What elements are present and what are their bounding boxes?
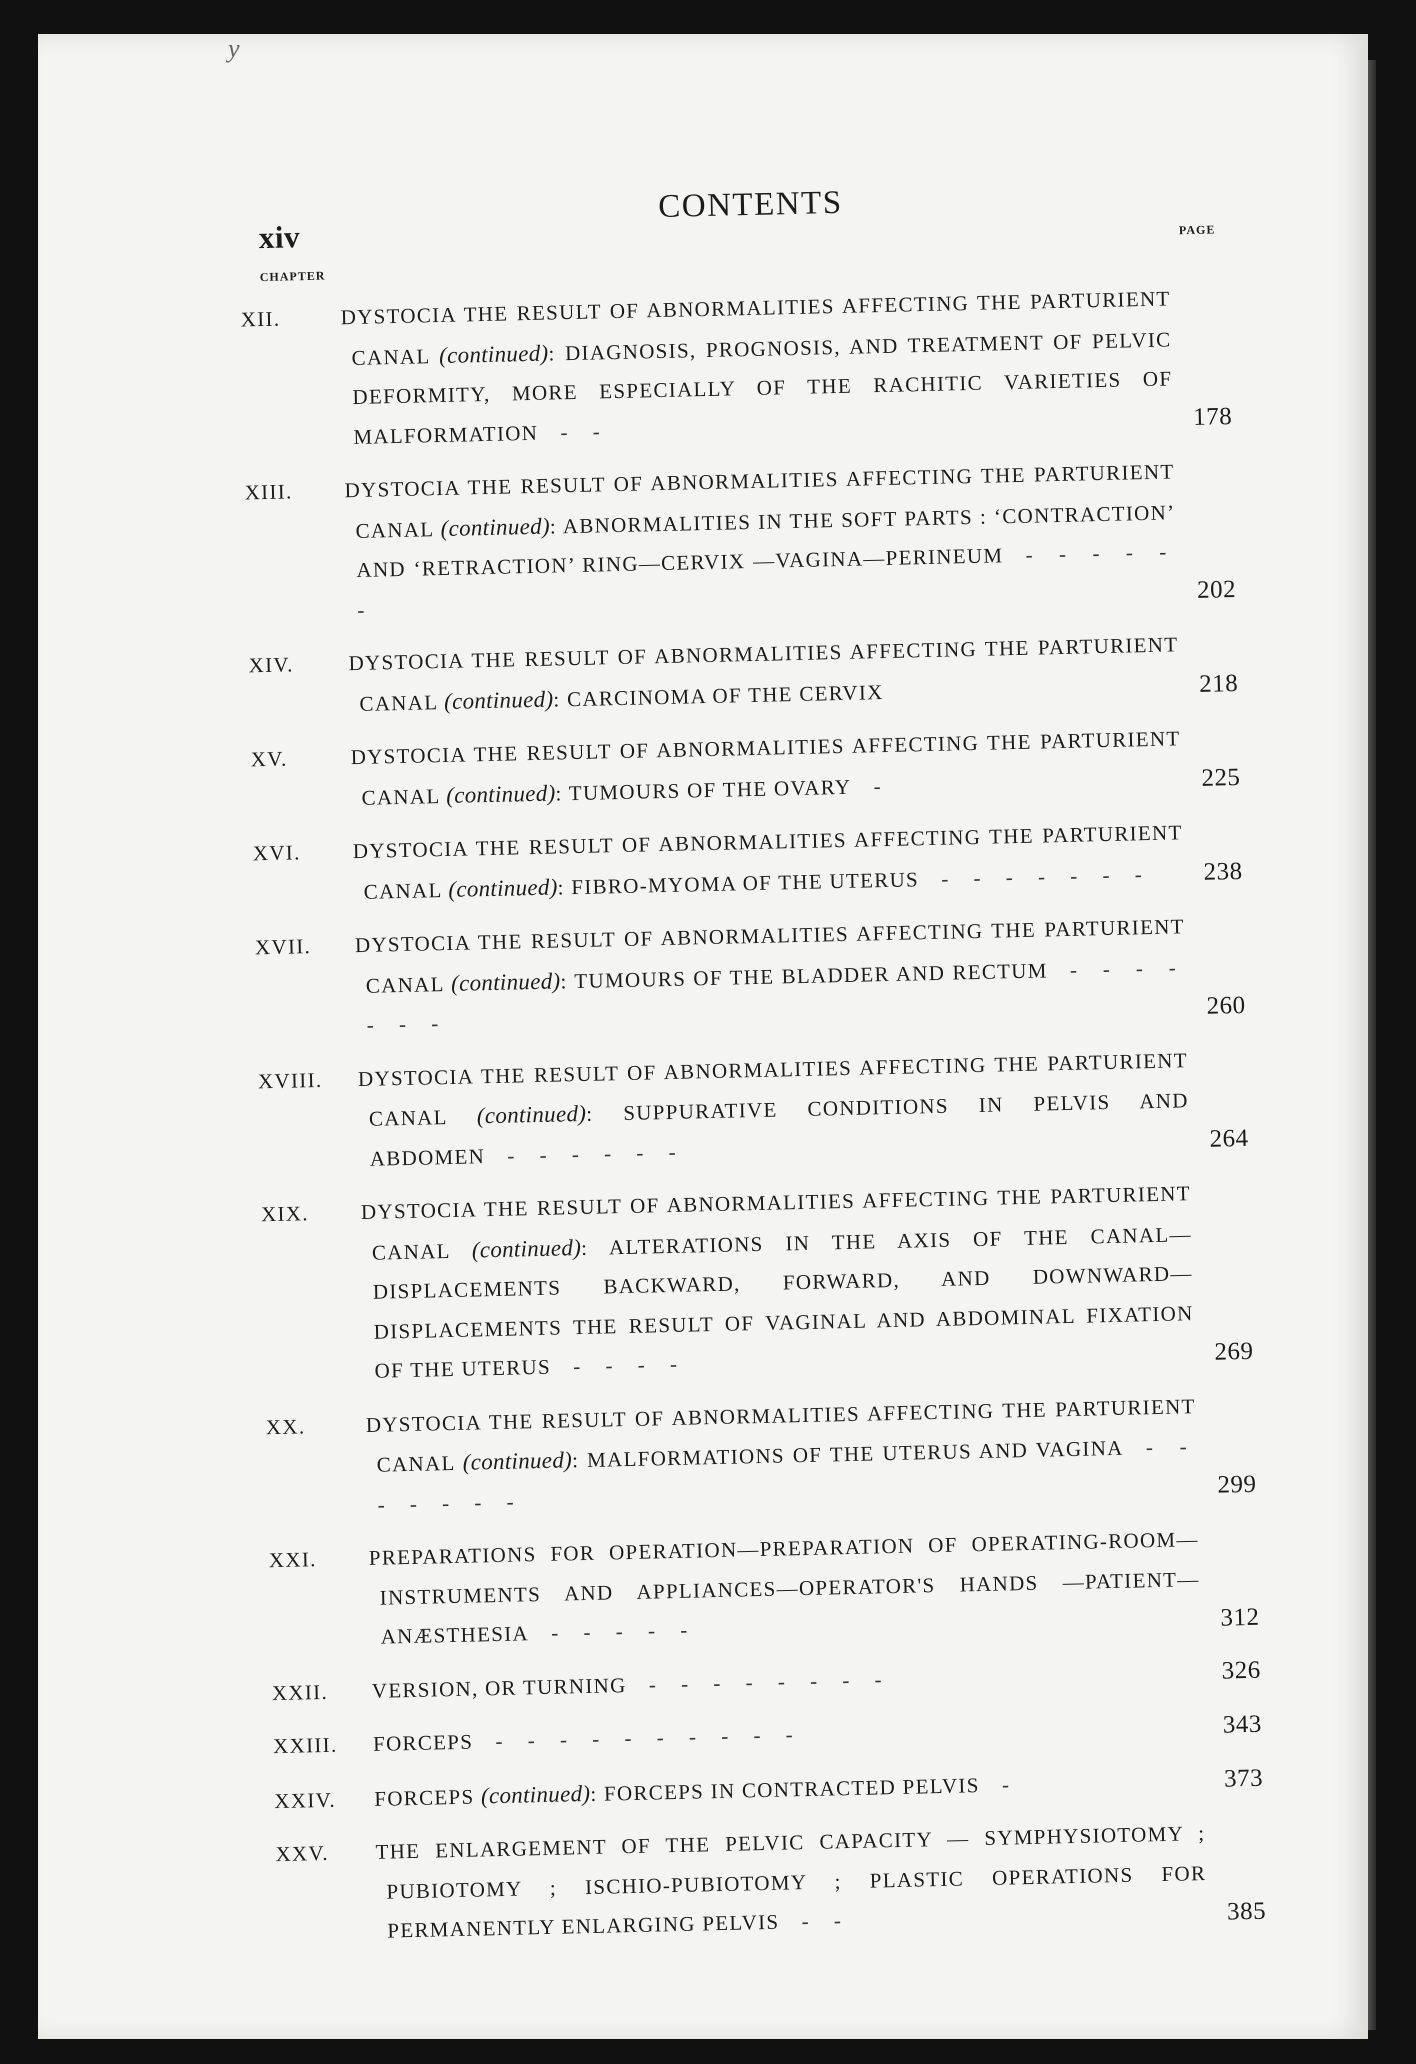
chapter-subtitle-text: : FORCEPS IN CONTRACTED PELVIS	[590, 1772, 980, 1806]
continued-note: (continued)	[445, 779, 556, 808]
chapter-numeral: XIX.	[260, 1201, 310, 1227]
page-ref: 385	[1226, 1897, 1267, 1926]
page-ref: 326	[1221, 1656, 1261, 1685]
toc-entry-title	[275, 1814, 1207, 1951]
continued-note: (continued)	[471, 1234, 582, 1263]
toc-entry-title	[271, 1653, 1202, 1711]
toc-entry	[232, 812, 1254, 915]
chapter-title-text: DYSTOCIA THE RESULT OF ABNORMALITIES AFFECTING THE PARTURIENT CANAL	[344, 459, 1175, 543]
continued-note: (continued)	[443, 686, 554, 714]
toc-entry-title	[260, 1174, 1195, 1391]
dot-leader: -	[1001, 1771, 1020, 1797]
dot-leader: - - - - - -	[507, 1139, 686, 1168]
toc-entry	[238, 1039, 1260, 1182]
toc-entry	[220, 278, 1243, 460]
chapter-title-text: FORCEPS	[372, 1729, 474, 1756]
page-ref: 225	[1201, 763, 1241, 792]
chapter-title-text: PREPARATIONS FOR OPERATION—PREPARATION OF OPERATING-ROOM—INSTRUMENTS AND APPLIANCES—OPERATOR'S HANDS —PATIENT—ANÆSTHESIA	[368, 1527, 1200, 1649]
page-ref: 343	[1222, 1710, 1263, 1739]
dot-leader: - - - - - -	[357, 539, 1177, 622]
toc-entry	[224, 451, 1247, 633]
toc-entry-title	[268, 1520, 1200, 1657]
chapter-numeral: XXV.	[275, 1840, 330, 1867]
top-mark: y	[228, 34, 240, 63]
chapter-subtitle-text: : ABNORMALITIES IN THE SOFT PARTS : ‘CONTRACTION’ AND ‘RETRACTION’ RING—CERVIX —VAGINA—PERINEUM	[356, 499, 1176, 582]
chapter-numeral: XIV.	[248, 652, 294, 678]
chapter-numeral: XVIII.	[257, 1067, 323, 1093]
toc-entry-title	[252, 813, 1184, 912]
toc-entry-title	[250, 719, 1182, 818]
toc-entry	[230, 718, 1252, 821]
chapter-subtitle-text: : ALTERATIONS IN THE AXIS OF THE CANAL—DISPLACEMENTS BACKWARD, FORWARD, AND DOWNWARD—DISPLACEMENTS THE RESULT OF VAGINAL AND ABDOMINAL FIXATION OF THE UTERUS	[372, 1221, 1194, 1383]
dot-leader: - - - - - - - - - -	[495, 1722, 803, 1754]
column-page-label: PAGE	[1178, 222, 1216, 238]
toc-entry-title	[248, 625, 1180, 724]
chapter-subtitle-text: : FIBRO-MYOMA OF THE UTERUS	[557, 866, 920, 899]
chapter-subtitle-text: : CARCINOMA OF THE CERVIX	[553, 679, 884, 712]
toc-entry-title	[265, 1387, 1198, 1525]
chapter-title-text: VERSION, OR TURNING	[371, 1672, 627, 1703]
toc-entry	[241, 1173, 1265, 1395]
chapter-title-text: DYSTOCIA THE RESULT OF ABNORMALITIES AFFECTING THE PARTURIENT CANAL	[350, 726, 1181, 810]
continued-note: (continued)	[462, 1447, 573, 1475]
toc-entry-title	[272, 1706, 1204, 1764]
dot-leader: -	[873, 773, 891, 798]
toc-entry	[253, 1704, 1274, 1767]
page-ref: 260	[1206, 991, 1246, 1020]
toc-entry	[235, 906, 1257, 1049]
chapter-numeral: XIII.	[244, 479, 293, 505]
chapter-numeral: XV.	[250, 746, 288, 772]
continued-note: (continued)	[450, 967, 561, 996]
page-ref: 269	[1214, 1337, 1254, 1366]
toc-entry-title	[240, 279, 1173, 457]
dot-leader: - - - - - - -	[366, 954, 1186, 1037]
page-number: xiv	[258, 219, 301, 256]
toc-entry	[251, 1651, 1272, 1714]
dot-leader: - - - - - - -	[377, 1434, 1197, 1517]
dot-leader: - - - - - - - -	[648, 1666, 892, 1697]
chapter-title-text: DYSTOCIA THE RESULT OF ABNORMALITIES AFFECTING THE PARTURIENT CANAL	[354, 914, 1186, 998]
page-ref: 178	[1192, 403, 1233, 431]
toc-entry-title	[244, 452, 1177, 630]
page-ref: 373	[1223, 1764, 1264, 1793]
chapter-numeral: XII.	[240, 306, 281, 332]
chapter-title-text: DYSTOCIA THE RESULT OF ABNORMALITIES AFFECTING THE PARTURIENT CANAL	[357, 1047, 1189, 1131]
continued-note: (continued)	[438, 340, 549, 368]
dot-leader: - - - - - - -	[940, 861, 1152, 891]
toc-entry	[254, 1758, 1275, 1822]
chapter-numeral: XXIII.	[272, 1732, 338, 1759]
toc-entry-title	[274, 1760, 1205, 1819]
chapter-title-text: DYSTOCIA THE RESULT OF ABNORMALITIES AFFECTING THE PARTURIENT CANAL	[365, 1393, 1196, 1477]
book-page	[38, 34, 1368, 2039]
dot-leader: - - - -	[572, 1351, 688, 1379]
toc-entries	[220, 278, 1277, 1954]
toc-entry-title	[257, 1041, 1191, 1179]
continued-note: (continued)	[480, 1780, 591, 1808]
chapter-numeral: XX.	[265, 1413, 306, 1439]
chapter-numeral: XXII.	[271, 1679, 329, 1705]
toc-entry	[248, 1519, 1270, 1661]
continued-note: (continued)	[448, 873, 558, 902]
dot-leader: - - - - -	[550, 1617, 698, 1645]
toc-entry	[245, 1385, 1267, 1528]
column-chapter-label: CHAPTER	[259, 268, 326, 285]
chapter-subtitle-text: : TUMOURS OF THE BLADDER AND RECTUM	[560, 957, 1048, 993]
dot-leader: - -	[560, 418, 610, 444]
page-ref: 312	[1220, 1603, 1260, 1632]
continued-note: (continued)	[476, 1100, 587, 1129]
chapter-subtitle-text: : TUMOURS OF THE OVARY	[555, 774, 852, 805]
page-ref: 202	[1196, 576, 1237, 604]
chapter-title-text: FORCEPS	[374, 1783, 482, 1811]
page-ref: 299	[1217, 1470, 1257, 1499]
chapter-numeral: XXIV.	[274, 1787, 337, 1813]
toc-entry-title	[254, 907, 1188, 1045]
chapter-title-text: THE ENLARGEMENT OF THE PELVIC CAPACITY — SYMPHYSIOTOMY ; PUBIOTOMY ; ISCHIO-PUBIOTOMY ; PLASTIC OPERATIONS FOR PERMANENTLY ENLARGING PELVIS	[375, 1821, 1207, 1943]
continued-note: (continued)	[440, 513, 551, 541]
chapter-subtitle-text: : SUPPURATIVE CONDITIONS IN PELVIS AND ABDOMEN	[369, 1088, 1189, 1171]
chapter-title-text: DYSTOCIA THE RESULT OF ABNORMALITIES AFFECTING THE PARTURIENT CANAL	[348, 632, 1179, 716]
chapter-title-text: DYSTOCIA THE RESULT OF ABNORMALITIES AFFECTING THE PARTURIENT CANAL	[352, 820, 1183, 904]
toc-entry	[255, 1812, 1277, 1954]
chapter-title-text: DYSTOCIA THE RESULT OF ABNORMALITIES AFFECTING THE PARTURIENT CANAL	[340, 286, 1171, 370]
dot-leader: - -	[801, 1908, 852, 1934]
chapter-subtitle-text: : DIAGNOSIS, PROGNOSIS, AND TREATMENT OF PELVIC DEFORMITY, MORE ESPECIALLY OF THE RACHITIC VARIETIES OF MALFORMATION	[352, 326, 1173, 449]
chapter-numeral: XXI.	[268, 1547, 317, 1573]
chapter-numeral: XVI.	[252, 840, 301, 866]
chapter-subtitle-text: : MALFORMATIONS OF THE UTERUS AND VAGINA	[571, 1435, 1124, 1473]
toc-entry	[228, 624, 1250, 727]
page-ref: 218	[1198, 669, 1239, 698]
page-ref: 264	[1209, 1124, 1249, 1153]
chapter-title-text: DYSTOCIA THE RESULT OF ABNORMALITIES AFFECTING THE PARTURIENT CANAL	[360, 1181, 1192, 1265]
page-title: CONTENTS	[657, 184, 843, 226]
page-ref: 238	[1203, 857, 1243, 886]
chapter-numeral: XVII.	[254, 934, 312, 960]
contents-block	[218, 176, 1278, 1968]
